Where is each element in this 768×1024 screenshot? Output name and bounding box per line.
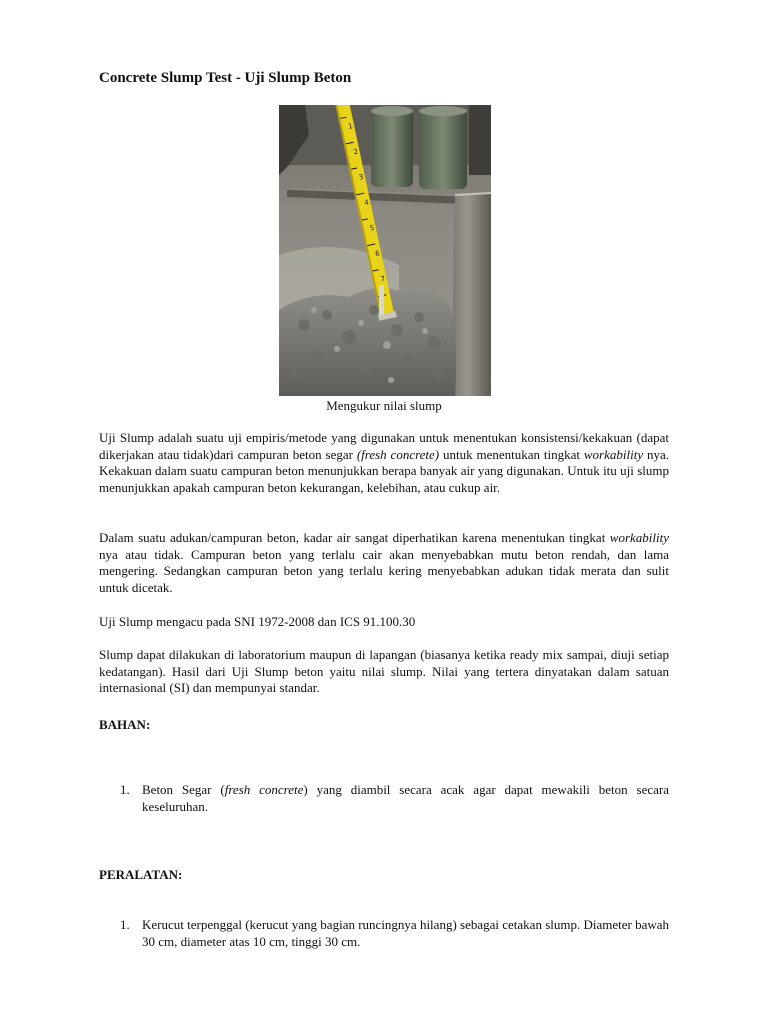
document-title: Concrete Slump Test - Uji Slump Beton [99,70,352,86]
list-item-number: 1. [120,917,130,932]
list-item [120,782,669,815]
paragraph-2-term-workability: workability [609,530,669,545]
paragraph-4: Slump dapat dilakukan di laboratorium maupun di lapangan (biasanya ketika ready mix sampai, diuji setiap kedatangan). Hasil dari Uji Slump beton yaitu nilai slump. Nilai yang tertera dinyatakan dalam satuan internasional (SI) dan mempunyai standar. [99,647,669,696]
paragraph-2-text-a: Dalam suatu adukan/campuran beton, kadar air sangat diperhatikan karena menentukan tingkat [99,530,610,545]
paragraph-1 [99,430,669,496]
paragraph-1-text-a: Uji Slump adalah suatu uji empiris/metode yang digunakan untuk menentukan konsistensi/kekakuan (dapat dikerjakan atau tidak)dari campuran beton segar [99,430,669,462]
list-item-text: Kerucut terpenggal (kerucut yang bagian runcingnya hilang) sebagai cetakan slump. Diameter bawah 30 cm, diameter atas 10 cm, tinggi 30 cm. [142,917,670,949]
tape-mark: 2 [352,147,359,157]
tape-mark: 5 [369,223,376,233]
tape-mark: 1 [347,122,354,131]
figure-caption: Mengukur nilai slump [326,398,442,413]
tape-mark: 7 [379,274,386,284]
list-item-text [142,782,669,815]
tape-mark: 4 [363,198,370,208]
paragraph-1-term-fresh-concrete: (fresh concrete) [356,446,440,462]
paragraph-1-text-c: untuk menentukan tingkat [439,446,584,462]
paragraph-3: Uji Slump mengacu pada SNI 1972-2008 dan ICS 91.100.30 [99,614,416,629]
section-heading-peralatan: PERALATAN: [99,867,183,882]
list-item-number: 1. [120,782,130,797]
paragraph-2 [99,530,669,596]
paragraph-2-text-c: nya atau tidak. Campuran beton yang terlalu cair akan menyebabkan mutu beton rendah, dan lama mengering. Sedangkan campuran beton yang terlalu kering menyebabkan adukan tidak merata dan sulit untuk dicetak. [99,546,669,595]
slump-photo-illustration [279,105,491,396]
list-item [120,917,669,950]
tape-mark: 3 [358,172,365,182]
slump-test-photo [279,105,491,396]
paragraph-1-text-e: nya. Kekakuan dalam suatu campuran beton menunjukkan berapa banyak air yang digunakan. Untuk itu uji slump menunjukkan apakah campuran beton kekurangan, kelebihan, atau cukup air. [99,446,669,495]
list-item-term-fresh-concrete: fresh concrete [224,782,304,797]
list-item-text-c: ) yang diambil secara acak agar dapat mewakili beton secara keseluruhan. [142,782,669,814]
section-heading-bahan: BAHAN: [99,717,151,732]
list-item-text-a: Beton Segar ( [142,782,225,797]
paragraph-1-term-workability: workability [583,446,644,462]
tape-mark: 6 [374,249,381,259]
